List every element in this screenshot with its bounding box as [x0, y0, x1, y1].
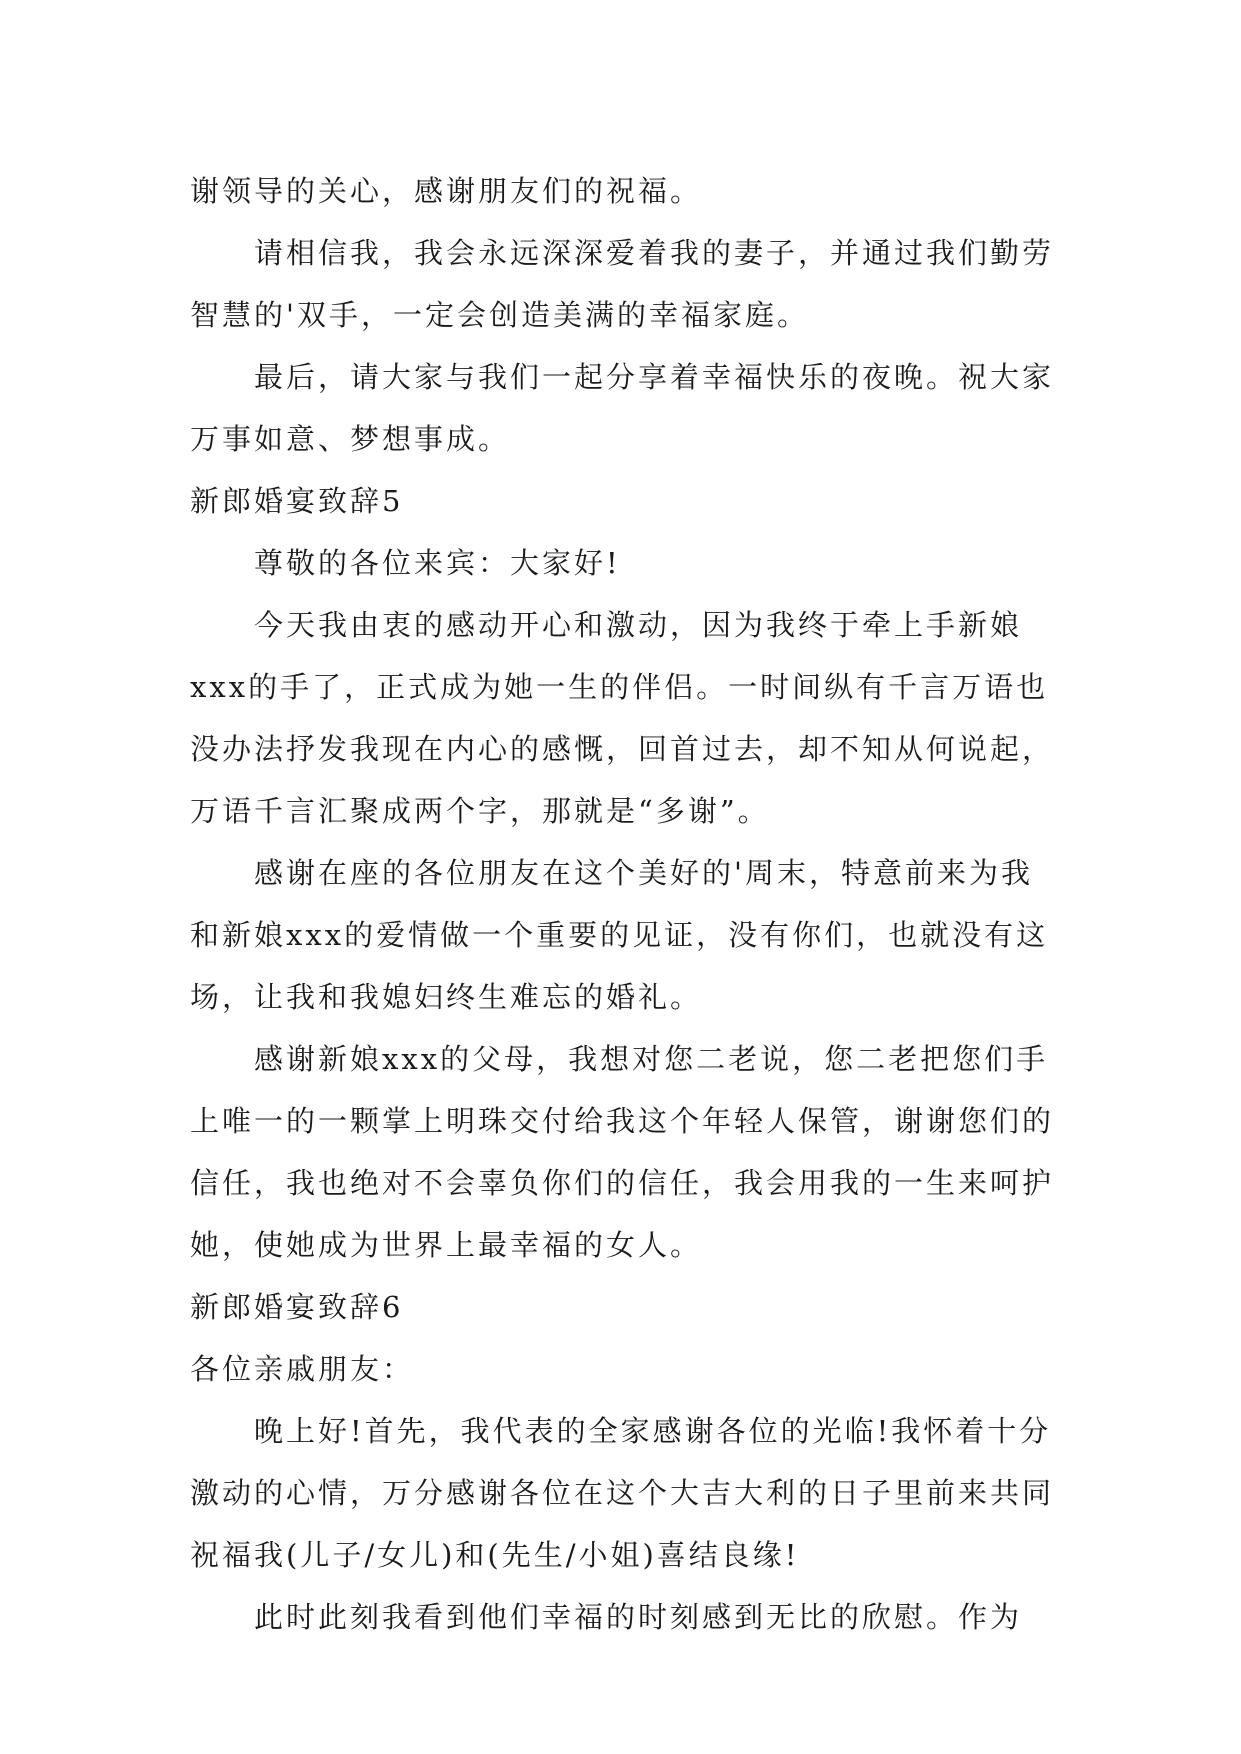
paragraph-welcome: 晚上好!首先，我代表的全家感谢各位的光临!我怀着十分激动的心情，万分感谢各位在这个大吉大利的日子里前来共同祝福我(儿子/女儿)和(先生/小姐)喜结良缘!: [190, 1414, 1055, 1572]
paragraph-closing-wishes: 最后，请大家与我们一起分享着幸福快乐的夜晚。祝大家万事如意、梦想事成。: [190, 360, 1055, 456]
paragraph-promise: 请相信我，我会永远深深爱着我的妻子，并通过我们勤劳智慧的'双手，一定会创造美满的幸福家庭。: [190, 236, 1055, 332]
paragraph-continuation: 此时此刻我看到他们幸福的时刻感到无比的欣慰。作为: [254, 1600, 1023, 1634]
paragraph-thanks-leaders: 谢领导的关心，感谢朋友们的祝福。: [190, 174, 703, 208]
paragraph-greeting: 尊敬的各位来宾：大家好!: [254, 546, 621, 580]
section-heading-5: 新郎婚宴致辞5: [190, 484, 404, 518]
paragraph-thanks-friends: 感谢在座的各位朋友在这个美好的'周末，特意前来为我和新娘xxx的爱情做一个重要的见证，没有你们，也就没有这场，让我和我媳妇终生难忘的婚礼。: [190, 856, 1049, 1014]
document-body: [190, 160, 1060, 1648]
paragraph-salutation: 各位亲戚朋友：: [190, 1352, 415, 1386]
paragraph-thanks-parents: 感谢新娘xxx的父母，我想对您二老说，您二老把您们手上唯一的一颗掌上明珠交付给我这个年轻人保管，谢谢您们的信任，我也绝对不会辜负你们的信任，我会用我的一生来呵护她，使她成为世界上最幸福的女人。: [190, 1042, 1055, 1262]
section-heading-6: 新郎婚宴致辞6: [190, 1290, 404, 1324]
paragraph-emotion: 今天我由衷的感动开心和激动，因为我终于牵上手新娘xxx的手了，正式成为她一生的伴侣。一时间纵有千言万语也没办法抒发我现在内心的感慨，回首过去，却不知从何说起，万语千言汇聚成两个字，那就是“多谢”。: [190, 608, 1055, 828]
